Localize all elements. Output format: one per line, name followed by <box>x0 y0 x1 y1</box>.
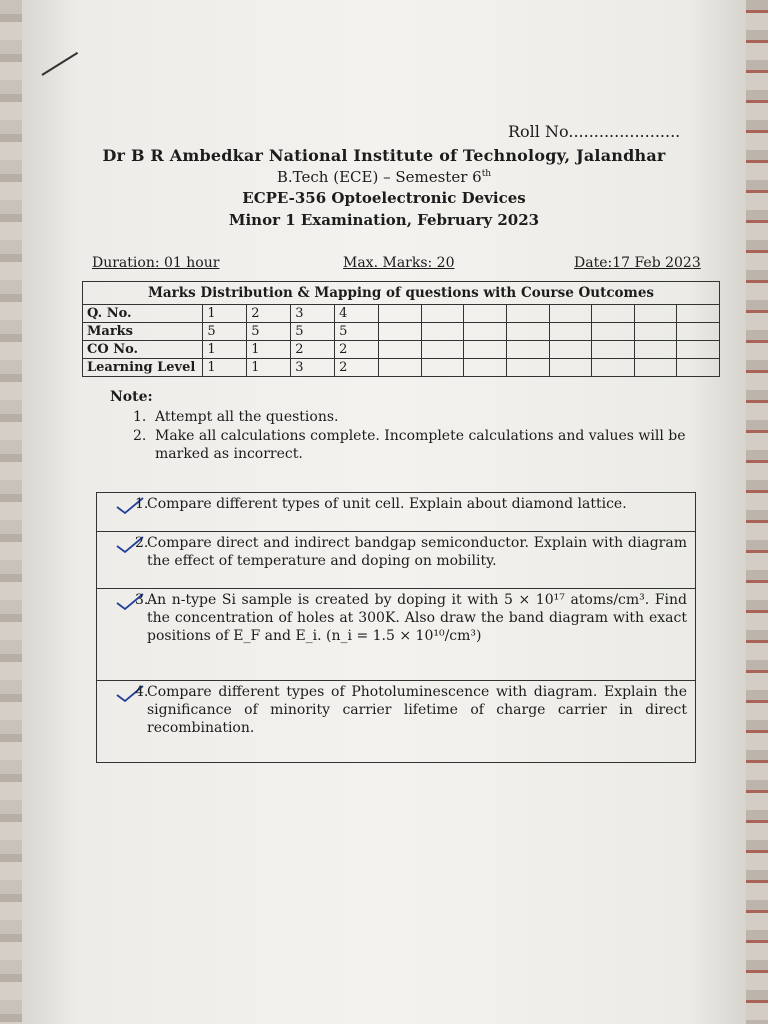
empty-cell <box>549 323 592 341</box>
question-text: Compare different types of unit cell. Explain about diamond lattice. <box>147 496 627 512</box>
empty-cell <box>634 323 677 341</box>
empty-cell <box>506 305 549 323</box>
marks-distribution-table <box>82 281 720 377</box>
question-text: Compare direct and indirect bandgap semiconductor. Explain with diagram the effect of temperature and doping on mobility. <box>147 535 687 569</box>
row-label: Q. No. <box>83 305 203 323</box>
table-cell: 1 <box>247 341 291 359</box>
table-cell: 5 <box>291 323 335 341</box>
table-cell: 5 <box>247 323 291 341</box>
table-cell: 4 <box>335 305 379 323</box>
empty-cell <box>379 305 422 323</box>
list-item <box>133 408 693 426</box>
table-cell: 3 <box>291 359 335 377</box>
table-cell: 2 <box>335 341 379 359</box>
exam-title: Minor 1 Examination, February 2023 <box>228 211 540 229</box>
empty-cell <box>421 323 464 341</box>
empty-cell <box>379 341 422 359</box>
programme-text: B.Tech (ECE) – Semester 6 <box>276 168 482 186</box>
table-cell: 5 <box>335 323 379 341</box>
empty-cell <box>421 305 464 323</box>
row-label: Marks <box>83 323 203 341</box>
date-label: Date:17 Feb 2023 <box>574 255 701 271</box>
programme-superscript: th <box>481 169 492 179</box>
empty-cell <box>506 341 549 359</box>
table-title-row <box>83 282 720 305</box>
table-cell: 1 <box>203 341 247 359</box>
empty-cell <box>592 305 635 323</box>
empty-cell <box>464 359 507 377</box>
question-number: 4. <box>135 684 149 700</box>
empty-cell <box>677 323 720 341</box>
note-text: Make all calculations complete. Incomplete calculations and values will be marked as incorrect. <box>155 428 686 462</box>
table-row <box>83 305 720 323</box>
empty-cell <box>506 323 549 341</box>
empty-cell <box>506 359 549 377</box>
empty-cell <box>464 323 507 341</box>
table-row <box>83 341 720 359</box>
programme-line <box>0 168 768 186</box>
empty-cell <box>634 305 677 323</box>
empty-cell <box>677 341 720 359</box>
row-label: Learning Level <box>83 359 203 377</box>
empty-cell <box>592 323 635 341</box>
table-cell: 2 <box>335 359 379 377</box>
row-label: CO No. <box>83 341 203 359</box>
table-cell: 2 <box>291 341 335 359</box>
institute-name: Dr B R Ambedkar National Institute of Technology, Jalandhar <box>102 146 666 165</box>
roll-no-field: Roll No...................... <box>508 122 681 141</box>
empty-cell <box>464 341 507 359</box>
table-title: Marks Distribution & Mapping of questions with Course Outcomes <box>83 282 720 305</box>
empty-cell <box>464 305 507 323</box>
table-cell: 2 <box>247 305 291 323</box>
empty-cell <box>634 341 677 359</box>
note-list <box>133 408 693 464</box>
duration-label: Duration: 01 hour <box>92 255 220 271</box>
empty-cell <box>421 359 464 377</box>
table-cell: 1 <box>203 305 247 323</box>
table-cell: 3 <box>291 305 335 323</box>
course-title: ECPE-356 Optoelectronic Devices <box>242 189 526 207</box>
empty-cell <box>592 359 635 377</box>
empty-cell <box>677 305 720 323</box>
empty-cell <box>379 359 422 377</box>
empty-cell <box>592 341 635 359</box>
table-row <box>83 323 720 341</box>
table-cell: 1 <box>203 359 247 377</box>
empty-cell <box>379 323 422 341</box>
question-number: 2. <box>135 535 149 551</box>
empty-cell <box>634 359 677 377</box>
table-row <box>83 359 720 377</box>
table-cell: 5 <box>203 323 247 341</box>
list-item <box>133 427 693 463</box>
question-box-2 <box>96 531 696 589</box>
max-marks-label: Max. Marks: 20 <box>343 255 455 271</box>
question-text: Compare different types of Photoluminescence with diagram. Explain the significance of minority carrier lifetime of charge carrier in direct recombination. <box>147 684 687 736</box>
question-text: An n-type Si sample is created by doping it with 5 × 10¹⁷ atoms/cm³. Find the concentration of holes at 300K. Also draw the band diagram with exact positions of E_F and E_i. (n_i = 1.5 × 10¹⁰/cm³) <box>147 592 687 644</box>
empty-cell <box>421 341 464 359</box>
table-cell: 1 <box>247 359 291 377</box>
empty-cell <box>677 359 720 377</box>
note-text: Attempt all the questions. <box>155 409 339 425</box>
question-box-4 <box>96 680 696 763</box>
question-number: 3. <box>135 592 149 608</box>
note-number: 1. <box>133 409 147 425</box>
note-heading: Note: <box>110 389 153 405</box>
question-box-1 <box>96 492 696 532</box>
empty-cell <box>549 305 592 323</box>
empty-cell <box>549 359 592 377</box>
note-number: 2. <box>133 428 147 444</box>
question-box-3 <box>96 588 696 681</box>
question-number: 1. <box>135 496 149 512</box>
empty-cell <box>549 341 592 359</box>
